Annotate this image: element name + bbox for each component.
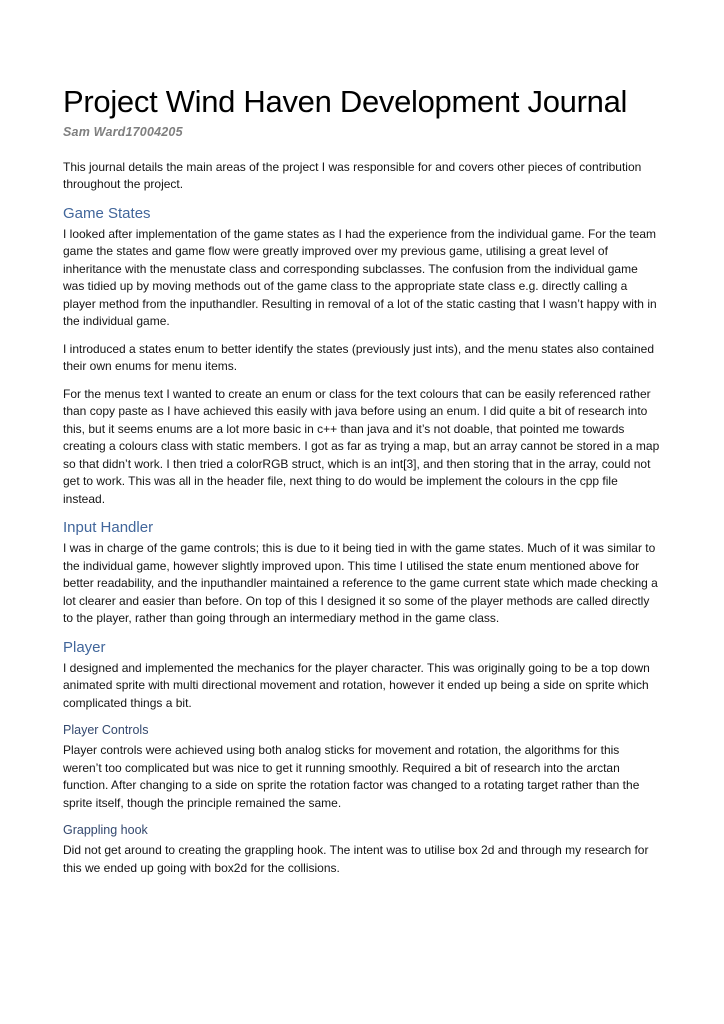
document-content bbox=[63, 84, 661, 887]
section-paragraph: For the menus text I wanted to create an enum or class for the text colours that can be easily referenced rather than copy paste as I have achieved this easily with java before using an enum. I did quite a bit of research into this, but it seems enums are a lot more basic in c++ than java and it’s not doable, that pointed me towards creating a colours class with static members. I got as far as trying a map, but an array cannot be stored in a map so that didn’t work. I then tried a colorRGB struct, which is an int[3], and then storing that in the array, could not get to work. This was all in the header file, next thing to do would be implement the colours in the cpp file instead. bbox=[63, 386, 660, 506]
section-heading-grappling-hook: Grappling hook bbox=[63, 823, 148, 838]
document-title: Project Wind Haven Development Journal bbox=[63, 84, 628, 119]
section-paragraph: I introduced a states enum to better identify the states (previously just ints), and the menu states also contained their own enums for menu items. bbox=[63, 341, 654, 374]
section-paragraph: Player controls were achieved using both analog sticks for movement and rotation, the algorithms for this weren’t too complicated but was nice to get it running smoothly. Required a bit of research into the arctan function. After changing to a side on sprite the rotation factor was changed to a rotating target rather than the sprite itself, though the principle remained the same. bbox=[63, 743, 640, 810]
section-heading-input-handler: Input Handler bbox=[63, 519, 154, 537]
author-line: Sam Ward17004205 bbox=[63, 124, 183, 139]
section-heading-game-states: Game States bbox=[63, 204, 151, 222]
section-heading-player: Player bbox=[63, 638, 106, 656]
intro-paragraph: This journal details the main areas of the project I was responsible for and covers other pieces of contribution throughout the project. bbox=[63, 159, 642, 192]
section-paragraph: I was in charge of the game controls; this is due to it being tied in with the game states. Much of it was similar to the individual game, however slightly improved upon. This time I utilised the state enum mentioned above for better readability, and the inputhandler maintained a reference to the game current state which made checking a lot clearer and easier than before. On top of this I designed it so some of the player methods are called directly to the player, rather than going through an intermediary method in the game class. bbox=[63, 541, 658, 626]
section-paragraph: Did not get around to creating the grappling hook. The intent was to utilise box 2d and through my research for this we ended up going with box2d for the collisions. bbox=[63, 843, 649, 875]
section-paragraph: I looked after implementation of the game states as I had the experience from the individual game. For the team game the states and game flow were greatly improved over my previous game, utilising a great level of inheritance with the menustate class and corresponding subclasses. The confusion from the individual game was tidied up by moving methods out of the game class to the appropriate state class e.g. directly calling a player method from the inputhandler. Resulting in removal of a lot of the static casting that I wasn’t happy with in the individual game. bbox=[63, 226, 657, 329]
section-heading-player-controls: Player Controls bbox=[63, 723, 149, 738]
section-paragraph: I designed and implemented the mechanics for the player character. This was originally going to be a top down animated sprite with multi directional movement and rotation, however it ended up being a side on sprite which complicated things a bit. bbox=[63, 660, 650, 710]
